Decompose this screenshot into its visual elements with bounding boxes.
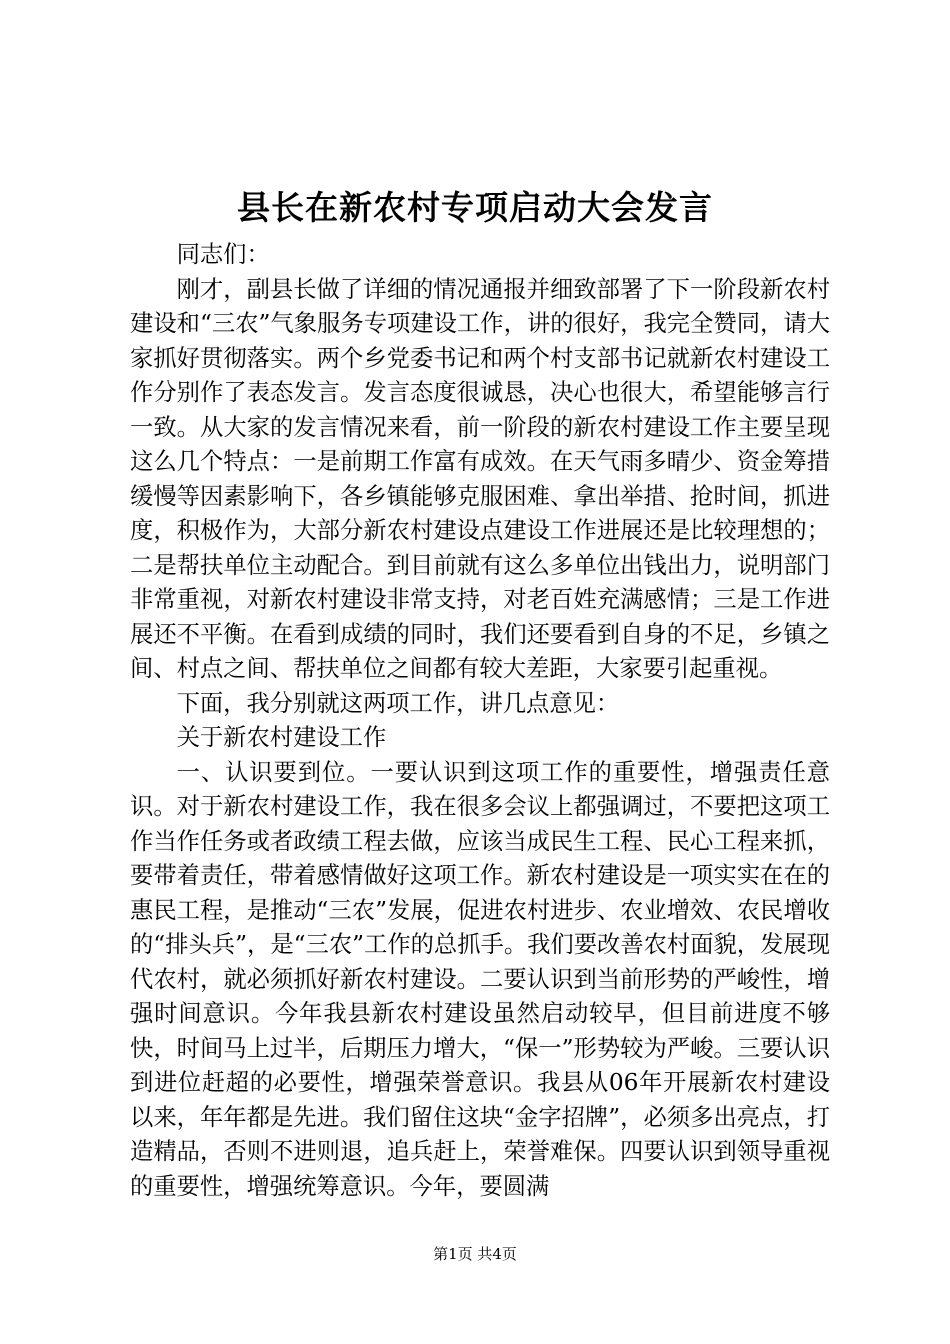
page-footer: 第1页 共4页: [433, 1245, 517, 1263]
body-paragraph: 一、认识要到位。一要认识到这项工作的重要性，增强责任意识。对于新农村建设工作，我在很多会议上都强调过，不要把这项工作当作任务或者政绩工程去做，应该当成民生工程、民心工程来抓，要带着责任，带着感情做好这项工作。新农村建设是一项实实在在的惠民工程，是推动“三农”发展，促进农村进步、农业增效、农民增收的“排头兵”，是“三农”工作的总抓手。我们要改善农村面貌，发展现代农村，就必须抓好新农村建设。二要认识到当前形势的严峻性，增强时间意识。今年我县新农村建设虽然启动较早，但目前进度不够快，时间马上过半，后期压力增大，“保一”形势较为严峻。三要认识到进位赶超的必要性，增强荣誉意识。我县从06年开展新农村建设以来，年年都是先进。我们留住这块“金字招牌”，必须多出亮点，打造精品，否则不进则退，追兵赶上，荣誉难保。四要认识到领导重视的重要性，增强统筹意识。今年，要圆满: [130, 758, 830, 1200]
body-paragraph: 下面，我分别就这两项工作，讲几点意见：: [176, 689, 620, 717]
document-body: [130, 238, 830, 1204]
salutation-paragraph: 同志们：: [176, 241, 270, 268]
body-paragraph: 刚才，副县长做了详细的情况通报并细致部署了下一阶段新农村建设和“三农”气象服务专项建设工作，讲的很好，我完全赞同，请大家抓好贯彻落实。两个乡党委书记和两个村支部书记就新农村建设工作分别作了表态发言。发言态度很诚恳，决心也很大，希望能够言行一致。从大家的发言情况来看，前一阶段的新农村建设工作主要呈现这么几个特点：一是前期工作富有成效。在天气雨多晴少、资金筹措缓慢等因素影响下，各乡镇能够克服困难、拿出举措、抢时间，抓进度，积极作为，大部分新农村建设点建设工作进展还是比较理想的；二是帮扶单位主动配合。到目前就有这么多单位出钱出力，说明部门非常重视，对新农村建设非常支持，对老百姓充满感情；三是工作进展还不平衡。在看到成绩的同时，我们还要看到自身的不足，乡镇之间、村点之间、帮扶单位之间都有较大差距，大家要引起重视。: [130, 275, 830, 682]
section-heading: 关于新农村建设工作: [176, 724, 387, 751]
document-title: 县长在新农村专项启动大会发言: [237, 188, 713, 227]
